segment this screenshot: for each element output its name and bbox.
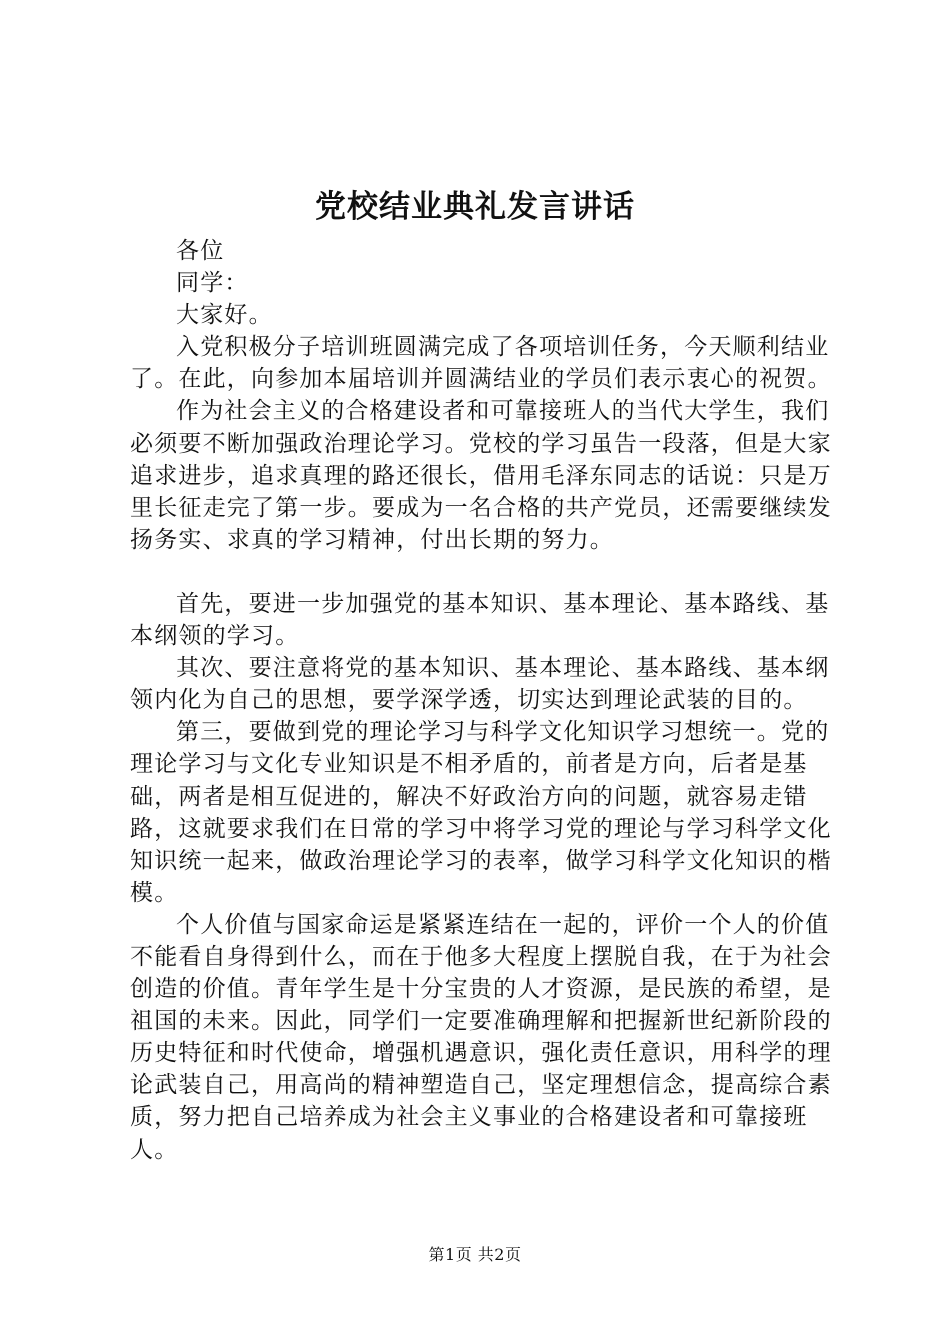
page-number-footer: 第1页 共2页	[428, 1245, 522, 1264]
greeting-line: 同学：	[176, 270, 249, 297]
body-paragraph: 第三，要做到党的理论学习与科学文化知识学习想统一。党的理论学习与文化专业知识是不相矛盾的，前者是方向，后者是基础，两者是相互促进的，解决不好政治方向的问题，就容易走错路，这就要求我们在日常的学习中将学习党的理论与学习科学文化知识统一起来，做政治理论学习的表率，做学习科学文化知识的楷模。	[130, 719, 832, 906]
body-paragraph: 其次、要注意将党的基本知识、基本理论、基本路线、基本纲领内化为自己的思想，要学深学透，切实达到理论武装的目的。	[130, 655, 830, 714]
body-paragraph: 个人价值与国家命运是紧紧连结在一起的，评价一个人的价值不能看自身得到什么，而在于他多大程度上摆脱自我，在于为社会创造的价值。青年学生是十分宝贵的人才资源，是民族的希望，是祖国的未来。因此，同学们一定要准确理解和把握新世纪新阶段的历史特征和时代使命，增强机遇意识，强化责任意识，用科学的理论武装自己，用高尚的精神塑造自己，坚定理想信念，提高综合素质，努力把自己培养成为社会主义事业的合格建设者和可靠接班人。	[130, 911, 832, 1163]
body-paragraph: 入党积极分子培训班圆满完成了各项培训任务，今天顺利结业了。在此，向参加本届培训并圆满结业的学员们表示衷心的祝贺。	[130, 334, 832, 393]
body-paragraph: 首先，要进一步加强党的基本知识、基本理论、基本路线、基本纲领的学习。	[130, 590, 830, 650]
body-paragraph: 作为社会主义的合格建设者和可靠接班人的当代大学生，我们必须要不断加强政治理论学习。党校的学习虽告一段落，但是大家追求进步，追求真理的路还很长，借用毛泽东同志的话说：只是万里长征走完了第一步。要成为一名合格的共产党员，还需要继续发扬务实、求真的学习精神，付出长期的努力。	[130, 398, 832, 553]
document-title: 党校结业典礼发言讲话	[315, 189, 635, 225]
document-body	[130, 235, 840, 1166]
greeting-line: 大家好。	[176, 302, 273, 329]
greeting-line: 各位	[176, 238, 225, 264]
